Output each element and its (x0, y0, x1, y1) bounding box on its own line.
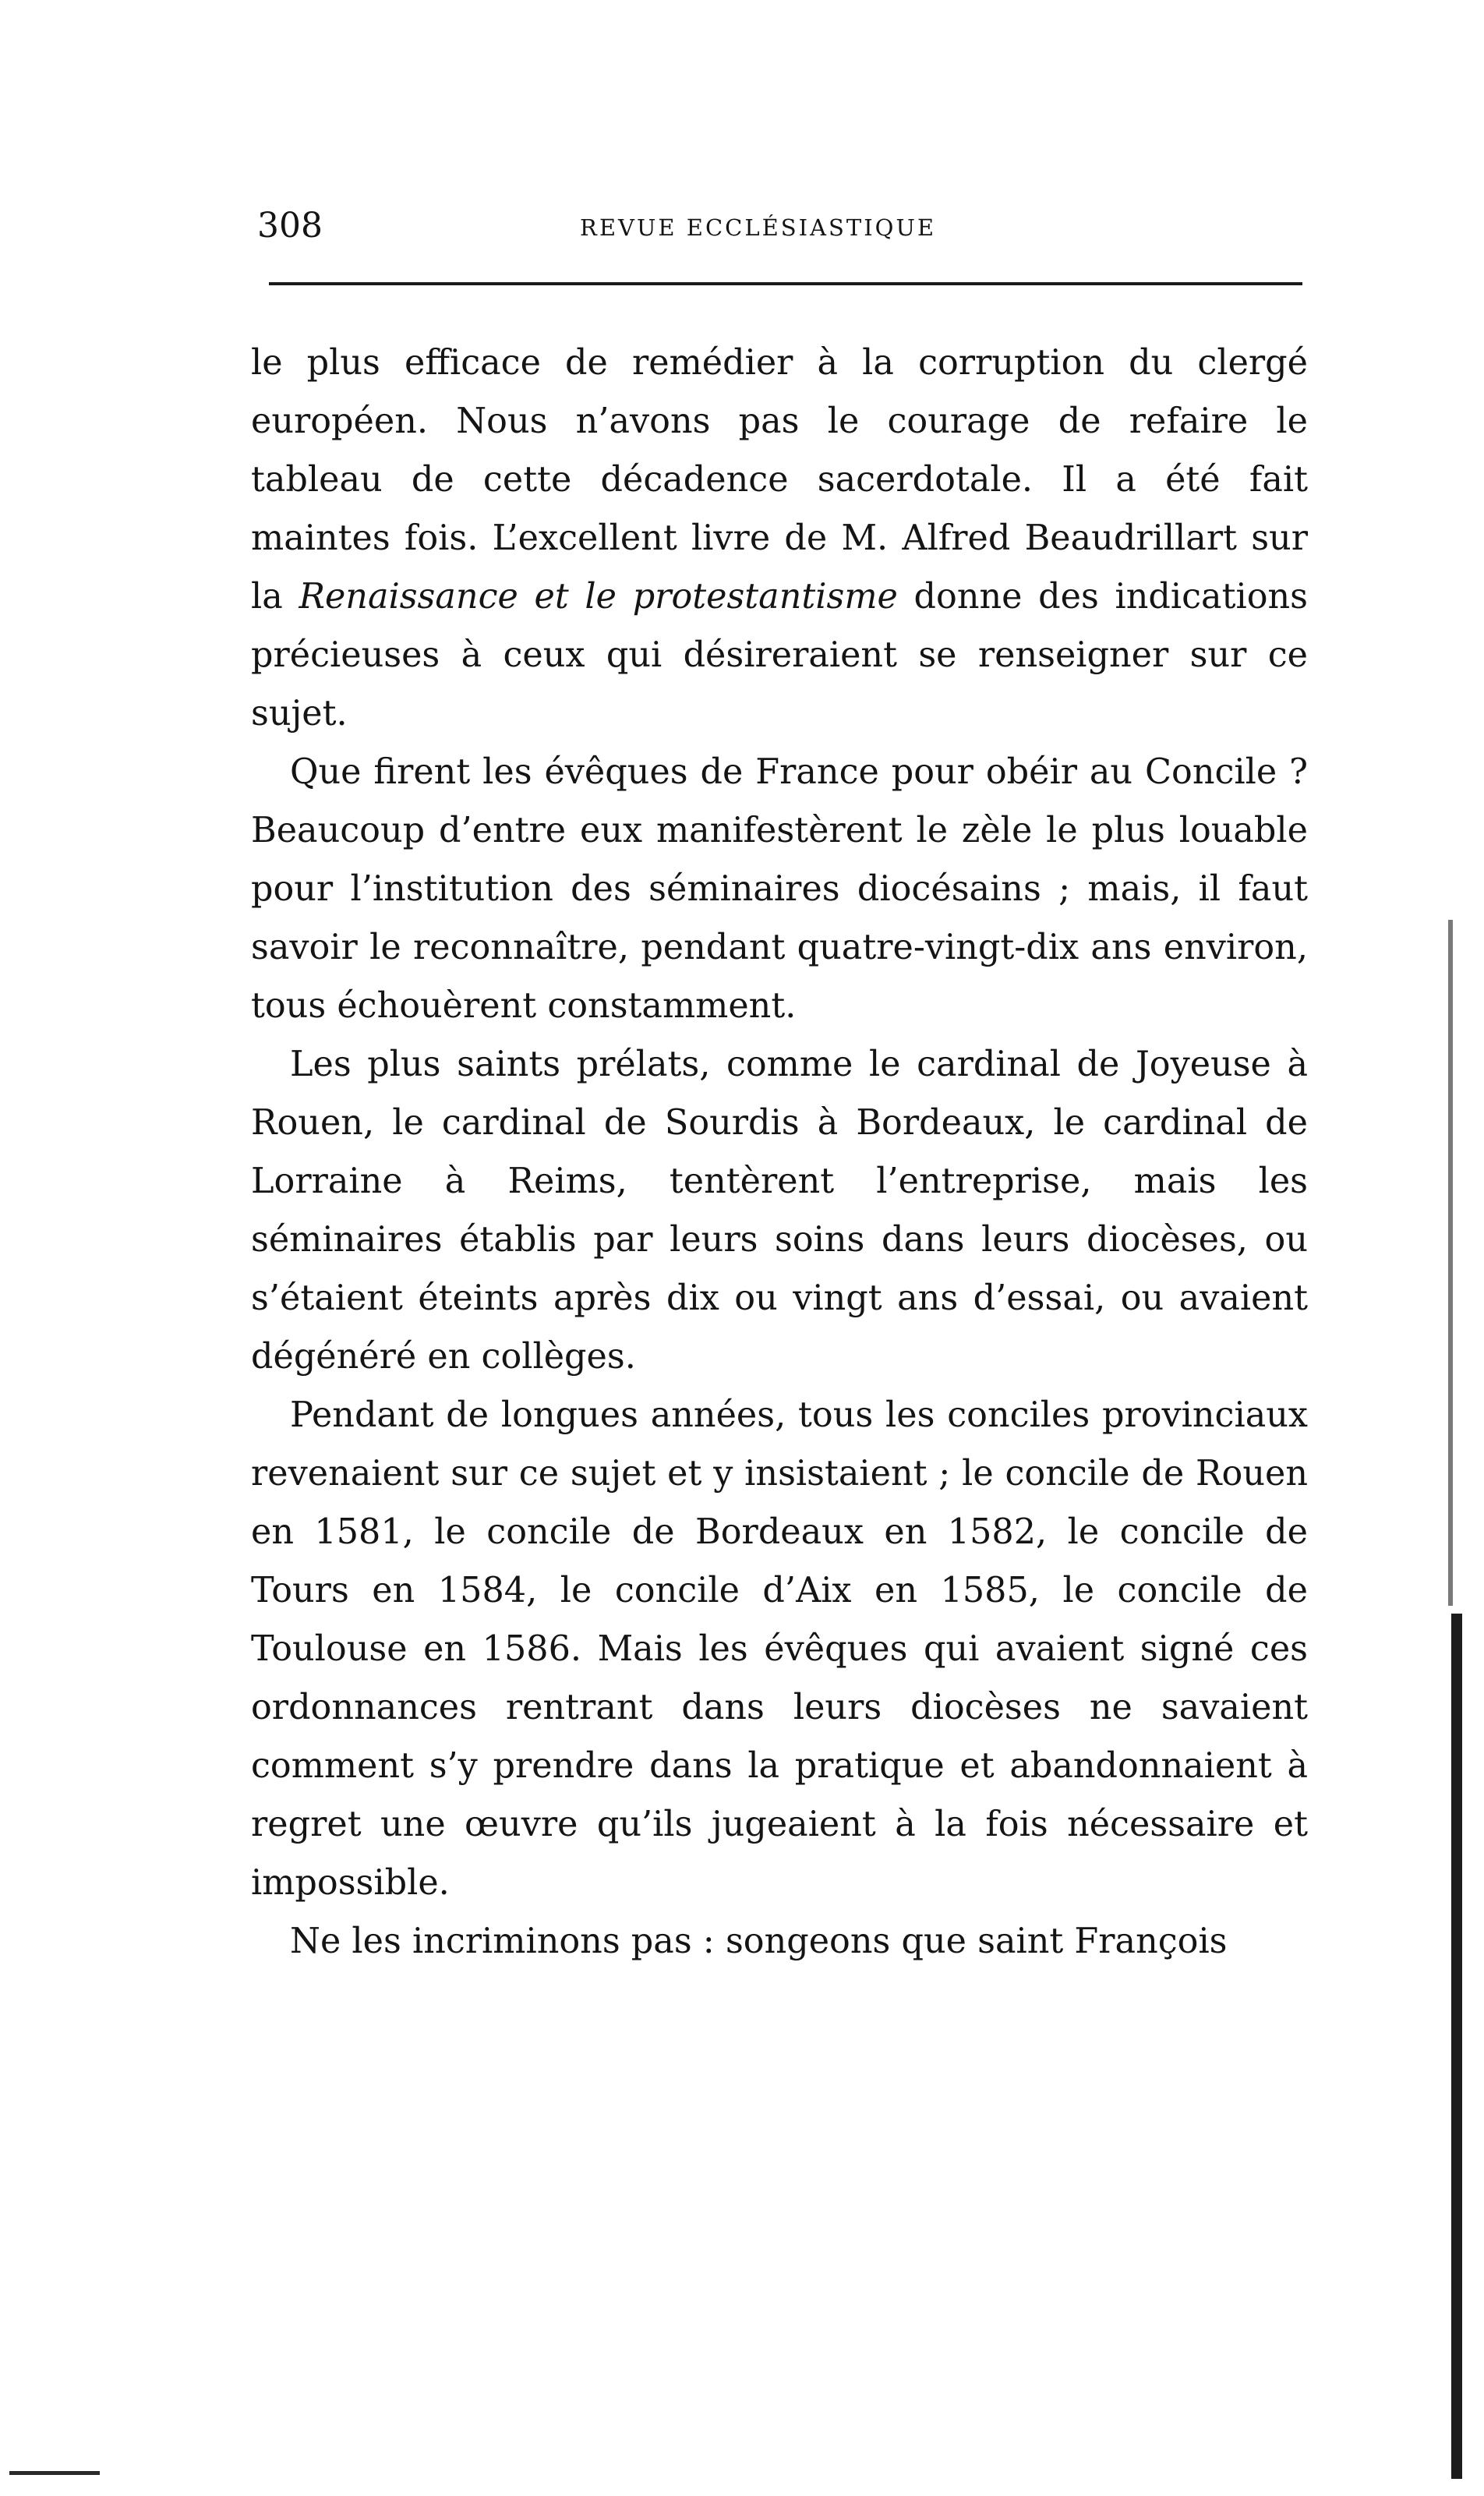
paragraph-1 (251, 334, 1308, 743)
paragraph-3: Les plus saints prélats, comme le cardinal de Joyeuse à Rouen, le cardinal de Sourdis à Bordeaux, le cardinal de Lorraine à Reims, tentèrent l’entreprise, mais les séminaires établis par leurs soins dans leurs diocèses, ou s’étaient éteints après dix ou vingt ans d’essai, ou avaient dégénéré en collèges. (251, 1045, 1308, 1377)
page-header (249, 196, 1305, 259)
paragraph-1-text-end: donne des indications précieuses à ceux qui désireraient se renseigner sur ce sujet. (251, 577, 1308, 734)
paragraph-4: Pendant de longues années, tous les conciles provinciaux revenaient sur ce sujet et y insistaient ; le concile de Rouen en 1581, le concile de Bordeaux en 1582, le concile de Tours en 1584, le concile d’Aix en 1585, le concile de Toulouse en 1586. Mais les évêques qui avaient signé ces ordonnances rentrant dans leurs diocèses ne savaient comment s’y prendre dans la pratique et abandonnaient à regret une œuvre qu’ils jugeaient à la fois nécessaire et impossible. (251, 1395, 1308, 1903)
paragraph-5: Ne les incriminons pas : songeons que saint François (290, 1921, 1228, 1961)
header-rule (269, 282, 1302, 285)
body-text (251, 334, 1308, 1971)
page-number: 308 (257, 206, 323, 246)
paragraph-2: Que firent les évêques de France pour obéir au Concile ? Beaucoup d’entre eux manifestèrent le zèle le plus louable pour l’institution des séminaires diocésains ; mais, il faut savoir le reconnaître, pendant quatre-vingt-dix ans environ, tous échouèrent constamment. (251, 752, 1308, 1026)
book-title: Renaissance et le protestantisme (299, 577, 898, 617)
paragraph-1-text-start: le plus efficace de remédier à la corruption du clergé européen. Nous n’avons pas le courage de refaire le tableau de cette décadence sacerdotale. Il a été fait maintes fois. L’excellent livre de M. Alfred Beaudrillart sur la (251, 343, 1308, 617)
page-edge-binding (1451, 1614, 1462, 2479)
page-edge-shadow (1448, 920, 1453, 1606)
running-title: REVUE ECCLÉSIASTIQUE (580, 214, 937, 241)
scan-corner-mark (9, 2471, 100, 2475)
